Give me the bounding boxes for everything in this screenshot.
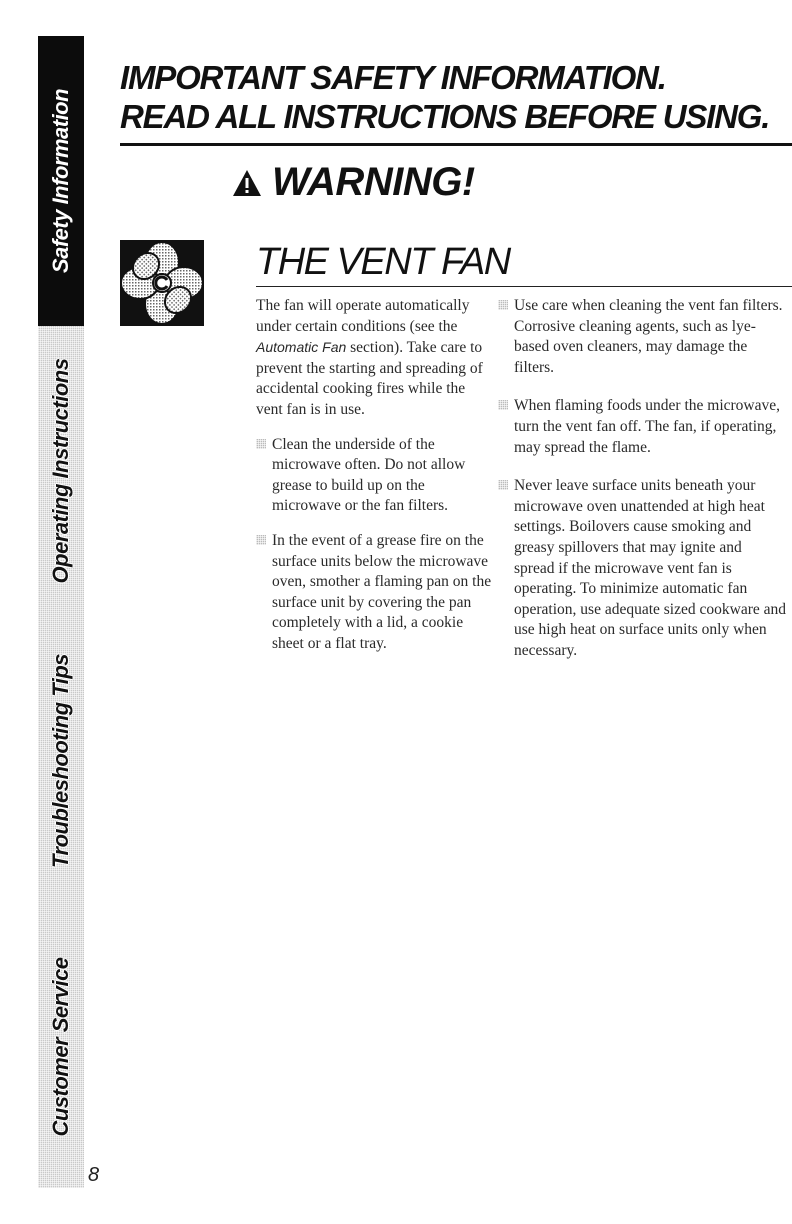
tab-troubleshooting-tips[interactable] [38, 616, 84, 906]
bullet-text: When flaming foods under the microwave, turn the vent fan off. The fan, if operating, may spread the flame. [514, 397, 780, 456]
left-column [256, 296, 494, 669]
bullet-item [498, 296, 786, 378]
section-divider [256, 286, 792, 287]
title-line-1: IMPORTANT SAFETY INFORMATION. [120, 59, 666, 96]
title-line-2: READ ALL INSTRUCTIONS BEFORE USING. [120, 98, 770, 135]
intro-text: section). Take care to prevent the starting and spreading of accidental cooking fires while the vent fan is in use. [256, 339, 483, 418]
warning-banner [232, 160, 475, 205]
bullet-text: In the event of a grease fire on the surface units below the microwave oven, smother a flaming pan on the surface unit by covering the pan completely with a lid, a cookie sheet or a flat tray. [272, 531, 492, 652]
tab-customer-service[interactable] [38, 906, 84, 1188]
right-column [498, 296, 786, 680]
section-title: THE VENT FAN [256, 241, 510, 283]
intro-text: The fan will operate automatically under certain conditions (see the [256, 297, 470, 335]
tab-label: Customer Service [48, 957, 73, 1137]
tab-operating-instructions[interactable] [38, 326, 84, 616]
automatic-fan-reference: Automatic Fan [256, 339, 347, 356]
tab-label: Operating Instructions [48, 358, 73, 584]
bullet-item [498, 396, 786, 458]
header-divider [120, 143, 792, 146]
intro-paragraph [256, 296, 494, 421]
bullet-square-icon [256, 439, 266, 449]
bullet-square-icon [498, 480, 508, 490]
bullet-text: Clean the underside of the microwave often. Do not allow grease to build up on the microwave or the fan filters. [272, 435, 466, 515]
bullet-item [256, 531, 494, 655]
side-tab-strip [38, 36, 84, 1188]
bullet-square-icon [498, 400, 508, 410]
page-number: 8 [88, 1164, 100, 1186]
bullet-text: Use care when cleaning the vent fan filters. Corrosive cleaning agents, such as lye-based oven cleaners, may damage the filters. [514, 297, 783, 376]
tab-label: Troubleshooting Tips [48, 653, 73, 869]
warning-triangle-icon [232, 169, 262, 197]
tab-safety-information[interactable] [38, 36, 84, 326]
bullet-text: Never leave surface units beneath your microwave oven unattended at high heat settings. Boilovers cause smoking and greasy spillovers that may ignite and spread if the microwave vent fan is operating. To minimize automatic fan operation, use adequate sized cookware and use high heat on surface units only when necessary. [514, 477, 786, 659]
bullet-square-icon [256, 535, 266, 545]
tab-label: Safety Information [48, 88, 73, 274]
bullet-square-icon [498, 300, 508, 310]
page-title [120, 58, 780, 136]
vent-fan-icon [120, 240, 204, 326]
bullet-item [256, 435, 494, 517]
bullet-item [498, 476, 786, 661]
warning-heading: WARNING! [272, 160, 475, 204]
